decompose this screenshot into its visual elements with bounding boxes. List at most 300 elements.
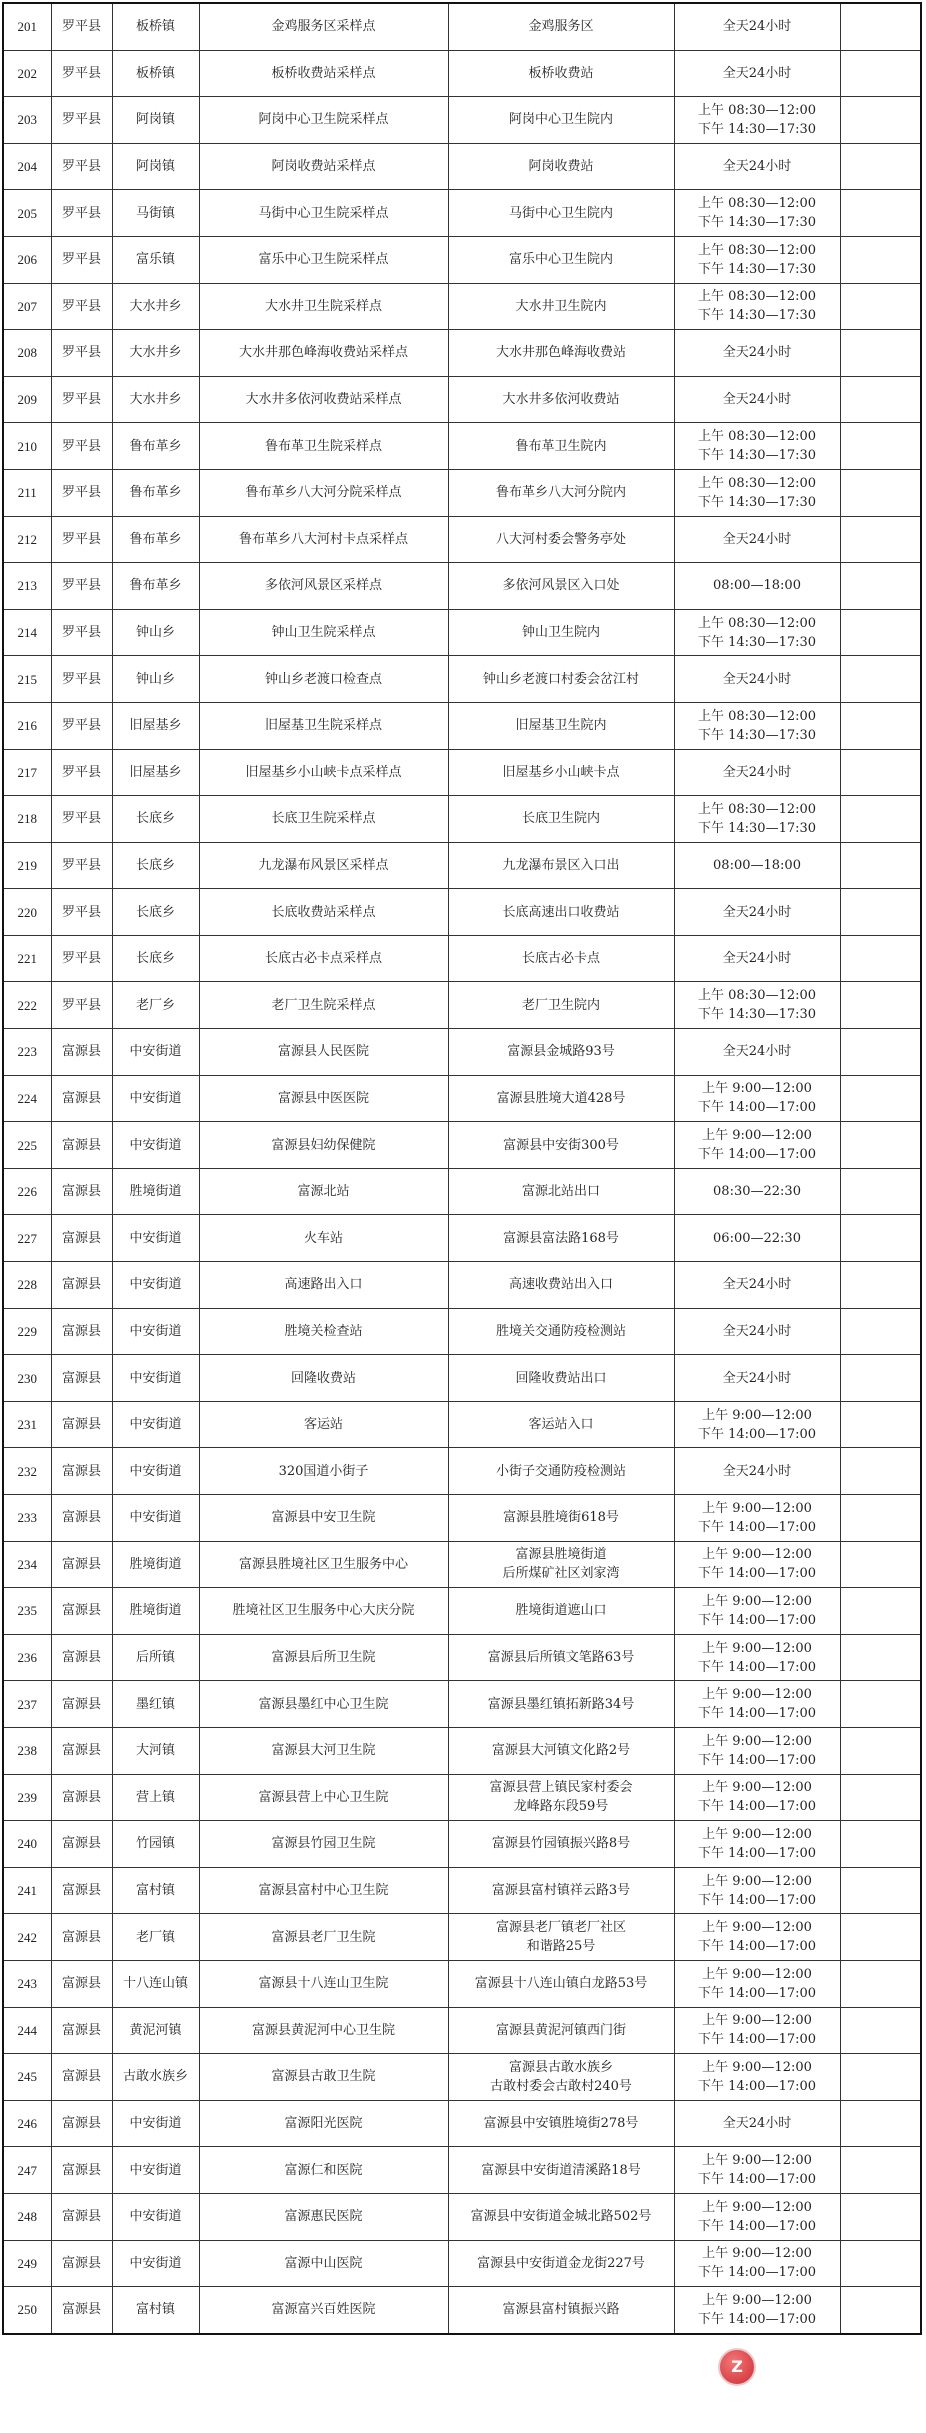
cell-address — [448, 749, 674, 796]
cell-hours — [674, 656, 840, 703]
cell-hours — [674, 423, 840, 470]
address-line: 马街中心卫生院内 — [508, 205, 613, 221]
cell-county: 富源县 — [51, 1588, 112, 1635]
address-line: 富源县竹园镇振兴路8号 — [491, 1836, 631, 1852]
hours-line: 全天24小时 — [722, 159, 792, 175]
cell-index: 230 — [3, 1355, 51, 1402]
cell-index: 248 — [3, 2193, 51, 2240]
hours-line: 下午 14:30—17:30 — [697, 1007, 817, 1023]
hours-line: 上午 9:00—12:00 — [702, 2059, 812, 2075]
cell-note — [840, 1075, 921, 1122]
cell-county: 富源县 — [51, 1960, 112, 2007]
cell-address — [448, 2147, 674, 2194]
cell-note — [840, 283, 921, 330]
cell-index: 227 — [3, 1215, 51, 1262]
cell-county: 富源县 — [51, 2240, 112, 2287]
cell-index: 246 — [3, 2100, 51, 2147]
cell-hours — [674, 1308, 840, 1355]
cell-address — [448, 1122, 674, 1169]
cell-site-name: 火车站 — [199, 1215, 448, 1262]
cell-town: 中安街道 — [112, 1122, 199, 1169]
table-row — [3, 97, 921, 144]
cell-hours — [674, 1774, 840, 1821]
cell-town: 老厂乡 — [112, 982, 199, 1029]
cell-county: 罗平县 — [51, 935, 112, 982]
cell-town: 长底乡 — [112, 842, 199, 889]
hours-line: 下午 14:30—17:30 — [697, 727, 817, 743]
cell-county: 罗平县 — [51, 889, 112, 936]
hours-line: 全天24小时 — [722, 1044, 792, 1060]
cell-address — [448, 2100, 674, 2147]
hours-line: 上午 9:00—12:00 — [702, 1920, 812, 1936]
address-line: 富源县中安街道金龙街227号 — [477, 2255, 645, 2271]
cell-hours — [674, 1727, 840, 1774]
hours-line: 下午 14:00—17:00 — [697, 2172, 817, 2188]
cell-index: 247 — [3, 2147, 51, 2194]
cell-index: 223 — [3, 1029, 51, 1076]
cell-note — [840, 516, 921, 563]
cell-note — [840, 1262, 921, 1309]
cell-address — [448, 516, 674, 563]
cell-county: 罗平县 — [51, 656, 112, 703]
hours-line: 下午 14:00—17:00 — [697, 2078, 817, 2094]
hours-line: 下午 14:00—17:00 — [697, 1985, 817, 2001]
cell-county: 罗平县 — [51, 97, 112, 144]
cell-hours — [674, 1262, 840, 1309]
cell-note — [840, 1541, 921, 1588]
cell-site-name: 胜境关检查站 — [199, 1308, 448, 1355]
address-line: 富源县中安镇胜境街278号 — [483, 2116, 639, 2132]
hours-line: 下午 14:00—17:00 — [697, 2032, 817, 2048]
cell-note — [840, 842, 921, 889]
hours-line: 上午 9:00—12:00 — [702, 1593, 812, 1609]
cell-index: 218 — [3, 796, 51, 843]
address-line: 鲁布革卫生院内 — [515, 438, 607, 454]
hours-line: 上午 9:00—12:00 — [702, 1500, 812, 1516]
cell-hours — [674, 330, 840, 377]
cell-site-name: 高速路出入口 — [199, 1262, 448, 1309]
cell-hours — [674, 469, 840, 516]
cell-town: 中安街道 — [112, 1401, 199, 1448]
cell-index: 225 — [3, 1122, 51, 1169]
cell-index: 229 — [3, 1308, 51, 1355]
table-row — [3, 1821, 921, 1868]
cell-index: 213 — [3, 563, 51, 610]
cell-site-name: 九龙瀑布风景区采样点 — [199, 842, 448, 889]
address-line: 富源县老厂镇老厂社区 — [495, 1920, 626, 1936]
address-line: 富源县十八连山镇白龙路53号 — [474, 1976, 648, 1992]
hours-line: 下午 14:00—17:00 — [697, 2265, 817, 2281]
cell-town: 大水井乡 — [112, 376, 199, 423]
address-line: 八大河村委会警务亭处 — [495, 531, 626, 547]
cell-note — [840, 376, 921, 423]
cell-town: 胜境街道 — [112, 1168, 199, 1215]
cell-site-name: 金鸡服务区采样点 — [199, 3, 448, 50]
hours-line: 上午 08:30—12:00 — [697, 708, 817, 724]
hours-line: 下午 14:00—17:00 — [697, 1519, 817, 1535]
cell-index: 204 — [3, 143, 51, 190]
cell-index: 205 — [3, 190, 51, 237]
cell-address — [448, 376, 674, 423]
table-row — [3, 889, 921, 936]
hours-line: 全天24小时 — [722, 531, 792, 547]
table-row — [3, 1634, 921, 1681]
cell-site-name: 长底收费站采样点 — [199, 889, 448, 936]
hours-line: 上午 08:30—12:00 — [697, 475, 817, 491]
cell-address — [448, 563, 674, 610]
cell-county: 罗平县 — [51, 796, 112, 843]
hours-line: 下午 14:30—17:30 — [697, 261, 817, 277]
cell-address — [448, 1681, 674, 1728]
cell-address — [448, 656, 674, 703]
cell-site-name: 长底卫生院采样点 — [199, 796, 448, 843]
cell-hours — [674, 2240, 840, 2287]
hours-line: 上午 9:00—12:00 — [702, 1733, 812, 1749]
address-line: 富源县墨红镇拓新路34号 — [487, 1696, 635, 1712]
table-row — [3, 1774, 921, 1821]
cell-note — [840, 609, 921, 656]
cell-site-name: 富源县妇幼保健院 — [199, 1122, 448, 1169]
table-row — [3, 1029, 921, 1076]
table-row — [3, 236, 921, 283]
address-line: 鲁布革乡八大河分院内 — [495, 485, 626, 501]
table-row — [3, 1355, 921, 1402]
hours-line: 下午 14:30—17:30 — [697, 215, 817, 231]
cell-address — [448, 1029, 674, 1076]
cell-address — [448, 1401, 674, 1448]
hours-line: 上午 9:00—12:00 — [702, 1547, 812, 1563]
cell-county: 罗平县 — [51, 469, 112, 516]
hours-line: 全天24小时 — [722, 951, 792, 967]
table-row — [3, 469, 921, 516]
cell-index: 231 — [3, 1401, 51, 1448]
cell-index: 212 — [3, 516, 51, 563]
cell-address — [448, 283, 674, 330]
cell-site-name: 富乐中心卫生院采样点 — [199, 236, 448, 283]
cell-hours — [674, 2007, 840, 2054]
cell-town: 中安街道 — [112, 1495, 199, 1542]
cell-note — [840, 1821, 921, 1868]
hours-line: 全天24小时 — [722, 764, 792, 780]
cell-address — [448, 2054, 674, 2101]
cell-site-name: 富源县后所卫生院 — [199, 1634, 448, 1681]
cell-town: 中安街道 — [112, 2100, 199, 2147]
address-line: 富源县大河镇文化路2号 — [491, 1743, 631, 1759]
cell-county: 罗平县 — [51, 50, 112, 97]
cell-site-name: 鲁布革乡八大河分院采样点 — [199, 469, 448, 516]
address-line: 富源县富村镇振兴路 — [502, 2302, 620, 2318]
cell-town: 中安街道 — [112, 1029, 199, 1076]
cell-hours — [674, 1821, 840, 1868]
address-line: 小街子交通防疫检测站 — [495, 1463, 626, 1479]
hours-line: 上午 9:00—12:00 — [702, 1687, 812, 1703]
address-line: 长底古必卡点 — [521, 951, 600, 967]
table-row — [3, 1262, 921, 1309]
table-row — [3, 376, 921, 423]
cell-index: 201 — [3, 3, 51, 50]
table-row — [3, 283, 921, 330]
hours-line: 下午 14:00—17:00 — [697, 1799, 817, 1815]
table-row — [3, 2100, 921, 2147]
cell-site-name: 老厂卫生院采样点 — [199, 982, 448, 1029]
table-row — [3, 516, 921, 563]
cell-town: 营上镇 — [112, 1774, 199, 1821]
cell-address — [448, 842, 674, 889]
cell-town: 旧屋基乡 — [112, 749, 199, 796]
cell-site-name: 阿岗收费站采样点 — [199, 143, 448, 190]
cell-site-name: 阿岗中心卫生院采样点 — [199, 97, 448, 144]
hours-line: 下午 14:00—17:00 — [697, 2311, 817, 2327]
cell-address — [448, 97, 674, 144]
cell-address — [448, 1867, 674, 1914]
table-row — [3, 1215, 921, 1262]
cell-site-name: 富源县十八连山卫生院 — [199, 1960, 448, 2007]
cell-site-name: 富源县大河卫生院 — [199, 1727, 448, 1774]
cell-address — [448, 50, 674, 97]
cell-address — [448, 889, 674, 936]
cell-county: 罗平县 — [51, 143, 112, 190]
cell-county: 罗平县 — [51, 376, 112, 423]
cell-county: 富源县 — [51, 1495, 112, 1542]
cell-hours — [674, 749, 840, 796]
cell-hours — [674, 1215, 840, 1262]
cell-note — [840, 50, 921, 97]
address-line: 后所煤矿社区刘家湾 — [502, 1566, 620, 1582]
cell-hours — [674, 1681, 840, 1728]
hours-line: 06:00—22:30 — [713, 1230, 801, 1246]
hours-line: 下午 14:00—17:00 — [697, 1939, 817, 1955]
cell-index: 244 — [3, 2007, 51, 2054]
table-row — [3, 190, 921, 237]
cell-town: 中安街道 — [112, 2147, 199, 2194]
table-row — [3, 1960, 921, 2007]
cell-index: 228 — [3, 1262, 51, 1309]
address-line: 阿岗中心卫生院内 — [508, 112, 613, 128]
cell-site-name: 大水井那色峰海收费站采样点 — [199, 330, 448, 377]
hours-line: 上午 9:00—12:00 — [702, 2013, 812, 2029]
address-line: 富源县后所镇文笔路63号 — [487, 1650, 635, 1666]
table-body — [3, 3, 921, 2334]
cell-town: 鲁布革乡 — [112, 516, 199, 563]
cell-index: 232 — [3, 1448, 51, 1495]
hours-line: 上午 08:30—12:00 — [697, 801, 817, 817]
cell-note — [840, 1914, 921, 1961]
address-line: 九龙瀑布景区入口出 — [502, 857, 620, 873]
table-row — [3, 2007, 921, 2054]
table-row — [3, 1495, 921, 1542]
cell-town: 中安街道 — [112, 2193, 199, 2240]
cell-index: 233 — [3, 1495, 51, 1542]
address-line: 多依河风景区入口处 — [502, 578, 620, 594]
cell-town: 中安街道 — [112, 1215, 199, 1262]
cell-address — [448, 143, 674, 190]
table-row — [3, 330, 921, 377]
cell-site-name: 富源县人民医院 — [199, 1029, 448, 1076]
cell-county: 富源县 — [51, 2147, 112, 2194]
cell-index: 239 — [3, 1774, 51, 1821]
cell-hours — [674, 143, 840, 190]
cell-town: 十八连山镇 — [112, 1960, 199, 2007]
cell-site-name: 旧屋基乡小山峡卡点采样点 — [199, 749, 448, 796]
table-row — [3, 1448, 921, 1495]
address-line: 钟山乡老渡口村委会岔江村 — [482, 671, 639, 687]
cell-hours — [674, 702, 840, 749]
address-line: 大水井卫生院内 — [515, 298, 607, 314]
address-line: 富源县胜境街618号 — [503, 1510, 619, 1526]
cell-index: 238 — [3, 1727, 51, 1774]
cell-county: 富源县 — [51, 2054, 112, 2101]
table-row — [3, 609, 921, 656]
hours-line: 全天24小时 — [722, 1323, 792, 1339]
cell-note — [840, 1308, 921, 1355]
cell-note — [840, 889, 921, 936]
cell-hours — [674, 1448, 840, 1495]
cell-index: 237 — [3, 1681, 51, 1728]
cell-town: 鲁布革乡 — [112, 469, 199, 516]
cell-town: 中安街道 — [112, 1308, 199, 1355]
hours-line: 上午 9:00—12:00 — [702, 2199, 812, 2215]
cell-site-name: 马街中心卫生院采样点 — [199, 190, 448, 237]
hours-line: 08:30—22:30 — [713, 1184, 801, 1200]
table-row — [3, 2287, 921, 2334]
address-line: 富源县中安街道金城北路502号 — [470, 2209, 652, 2225]
cell-county: 富源县 — [51, 1914, 112, 1961]
table-row — [3, 2240, 921, 2287]
cell-county: 罗平县 — [51, 749, 112, 796]
cell-town: 富村镇 — [112, 1867, 199, 1914]
hours-line: 下午 14:00—17:00 — [697, 1659, 817, 1675]
cell-town: 长底乡 — [112, 796, 199, 843]
table-row — [3, 796, 921, 843]
cell-index: 215 — [3, 656, 51, 703]
cell-hours — [674, 1914, 840, 1961]
cell-note — [840, 1867, 921, 1914]
hours-line: 上午 9:00—12:00 — [702, 1407, 812, 1423]
cell-county: 富源县 — [51, 1867, 112, 1914]
cell-hours — [674, 1168, 840, 1215]
cell-county: 富源县 — [51, 1448, 112, 1495]
cell-county: 富源县 — [51, 1029, 112, 1076]
cell-site-name: 富源县老厂卫生院 — [199, 1914, 448, 1961]
cell-address — [448, 1075, 674, 1122]
hours-line: 全天24小时 — [722, 392, 792, 408]
cell-note — [840, 97, 921, 144]
cell-county: 富源县 — [51, 1774, 112, 1821]
hours-line: 下午 14:30—17:30 — [697, 308, 817, 324]
cell-town: 板桥镇 — [112, 50, 199, 97]
table-row — [3, 563, 921, 610]
table-row — [3, 1401, 921, 1448]
cell-site-name: 大水井多依河收费站采样点 — [199, 376, 448, 423]
cell-hours — [674, 1029, 840, 1076]
cell-site-name: 富源县中医医院 — [199, 1075, 448, 1122]
hours-line: 上午 9:00—12:00 — [702, 1640, 812, 1656]
address-line: 和谐路25号 — [526, 1939, 596, 1955]
cell-county: 富源县 — [51, 1122, 112, 1169]
cell-town: 中安街道 — [112, 1448, 199, 1495]
hours-line: 下午 14:00—17:00 — [697, 1566, 817, 1582]
cell-hours — [674, 889, 840, 936]
zz-logo-icon: Z — [718, 2348, 756, 2386]
cell-hours — [674, 376, 840, 423]
address-line: 富源县胜境大道428号 — [496, 1090, 626, 1106]
cell-address — [448, 702, 674, 749]
cell-hours — [674, 609, 840, 656]
cell-address — [448, 1495, 674, 1542]
cell-town: 旧屋基乡 — [112, 702, 199, 749]
cell-note — [840, 1029, 921, 1076]
cell-index: 211 — [3, 469, 51, 516]
hours-line: 上午 9:00—12:00 — [702, 1128, 812, 1144]
cell-site-name: 富源北站 — [199, 1168, 448, 1215]
cell-index: 209 — [3, 376, 51, 423]
address-line: 富源县黄泥河镇西门街 — [495, 2022, 626, 2038]
cell-address — [448, 2287, 674, 2334]
address-line: 富源北站出口 — [521, 1184, 600, 1200]
cell-hours — [674, 190, 840, 237]
cell-town: 阿岗镇 — [112, 143, 199, 190]
cell-hours — [674, 283, 840, 330]
cell-index: 234 — [3, 1541, 51, 1588]
hours-line: 下午 14:00—17:00 — [697, 1612, 817, 1628]
address-line: 古敢村委会古敢村240号 — [490, 2078, 632, 2094]
cell-address — [448, 1168, 674, 1215]
cell-county: 富源县 — [51, 2193, 112, 2240]
table-row — [3, 702, 921, 749]
table-row — [3, 1168, 921, 1215]
table-row — [3, 1075, 921, 1122]
cell-address — [448, 1355, 674, 1402]
address-line: 旧屋基乡小山峡卡点 — [502, 764, 620, 780]
hours-line: 下午 14:30—17:30 — [697, 634, 817, 650]
cell-county: 罗平县 — [51, 516, 112, 563]
cell-index: 226 — [3, 1168, 51, 1215]
cell-town: 富村镇 — [112, 2287, 199, 2334]
hours-line: 全天24小时 — [722, 65, 792, 81]
cell-town: 钟山乡 — [112, 656, 199, 703]
cell-site-name: 旧屋基卫生院采样点 — [199, 702, 448, 749]
cell-site-name: 富源县富村中心卫生院 — [199, 1867, 448, 1914]
cell-site-name: 富源县古敢卫生院 — [199, 2054, 448, 2101]
cell-hours — [674, 2054, 840, 2101]
cell-hours — [674, 982, 840, 1029]
address-line: 富源县胜境街道 — [515, 1547, 607, 1563]
address-line: 富源县营上镇民家村委会 — [489, 1780, 633, 1796]
cell-county: 富源县 — [51, 1821, 112, 1868]
hours-line: 08:00—18:00 — [713, 857, 801, 873]
address-line: 富源县富村镇祥云路3号 — [491, 1883, 631, 1899]
cell-site-name: 多依河风景区采样点 — [199, 563, 448, 610]
sampling-sites-table — [2, 2, 922, 2335]
cell-town: 鲁布革乡 — [112, 563, 199, 610]
cell-note — [840, 563, 921, 610]
cell-index: 202 — [3, 50, 51, 97]
cell-address — [448, 469, 674, 516]
table-row — [3, 1727, 921, 1774]
cell-site-name: 长底古必卡点采样点 — [199, 935, 448, 982]
cell-town: 墨红镇 — [112, 1681, 199, 1728]
cell-town: 长底乡 — [112, 889, 199, 936]
cell-note — [840, 190, 921, 237]
cell-address — [448, 1308, 674, 1355]
cell-hours — [674, 97, 840, 144]
cell-town: 钟山乡 — [112, 609, 199, 656]
table-row — [3, 2054, 921, 2101]
table-row — [3, 1122, 921, 1169]
cell-site-name: 富源县胜境社区卫生服务中心 — [199, 1541, 448, 1588]
cell-index: 242 — [3, 1914, 51, 1961]
table-row — [3, 50, 921, 97]
